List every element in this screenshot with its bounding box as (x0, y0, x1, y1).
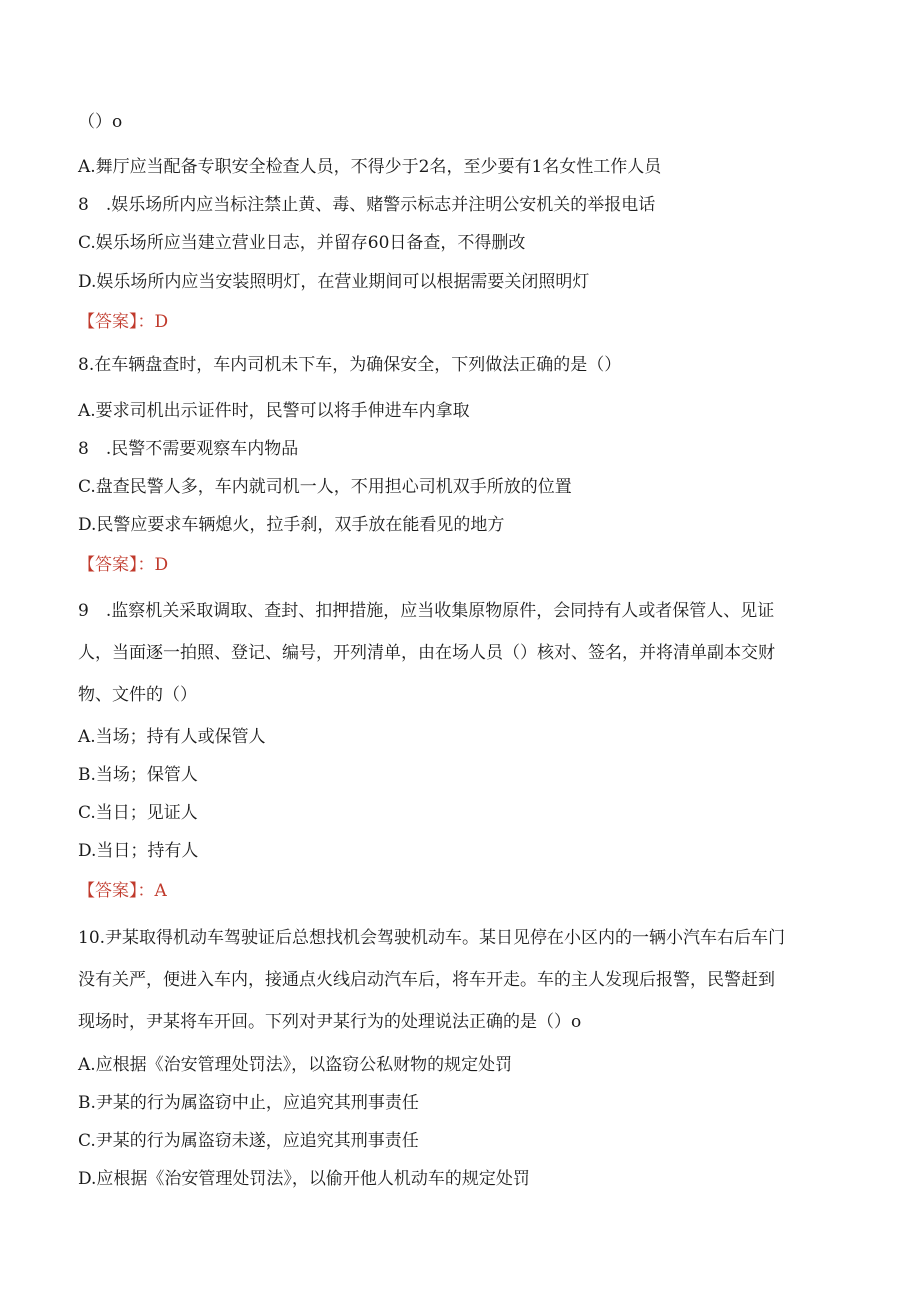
option-line: A.应根据《治安管理处罚法》，以盗窃公私财物的规定处罚 (78, 1055, 513, 1075)
question-stem-line: 现场时，尹某将车开回。下列对尹某行为的处理说法正确的是（）o (78, 1012, 582, 1032)
answer-line: 【答案】：D (78, 555, 169, 575)
question-stem-line: 没有关严，便进入车内，接通点火线启动汽车后，将车开走。车的主人发现后报警，民警赶到 (78, 970, 775, 990)
option-line: C.娱乐场所应当建立营业日志，并留存60日备查，不得删改 (78, 233, 526, 253)
question-stem-line: （）o (78, 112, 123, 132)
answer-line: 【答案】：A (78, 881, 167, 901)
option-line: D.民警应要求车辆熄火，拉手刹，双手放在能看见的地方 (78, 515, 505, 535)
option-line: D.娱乐场所内应当安装照明灯，在营业期间可以根据需要关闭照明灯 (78, 272, 590, 292)
option-line: C.尹某的行为属盗窃未遂，应追究其刑事责任 (78, 1131, 419, 1151)
option-line: 8 .娱乐场所内应当标注禁止黄、毒、赌警示标志并注明公安机关的举报电话 (78, 195, 656, 215)
question-stem-line: 人，当面逐一拍照、登记、编号，开列清单，由在场人员（）核对、签名，并将清单副本交财 (78, 643, 775, 663)
answer-line: 【答案】：D (78, 312, 169, 332)
question-stem-line: 10.尹某取得机动车驾驶证后总想找机会驾驶机动车。某日见停在小区内的一辆小汽车右后车门 (78, 928, 786, 948)
option-line: A.舞厅应当配备专职安全检查人员，不得少于2名，至少要有1名女性工作人员 (78, 157, 662, 177)
option-line: B.尹某的行为属盗窃中止，应追究其刑事责任 (78, 1093, 419, 1113)
option-line: B.当场；保管人 (78, 765, 198, 785)
option-line: C.当日；见证人 (78, 803, 198, 823)
option-line: A.当场；持有人或保管人 (78, 727, 266, 747)
question-stem-line: 9 .监察机关采取调取、查封、扣押措施，应当收集原物原件，会同持有人或者保管人、见证 (78, 601, 775, 621)
option-line: A.要求司机出示证件时，民警可以将手伸进车内拿取 (78, 401, 470, 421)
question-stem-line: 8.在车辆盘查时，车内司机未下车，为确保安全，下列做法正确的是（） (78, 355, 622, 375)
option-line: D.应根据《治安管理处罚法》，以偷开他人机动车的规定处罚 (78, 1169, 530, 1189)
option-line: 8 .民警不需要观察车内物品 (78, 439, 299, 459)
option-line: C.盘查民警人多，车内就司机一人，不用担心司机双手所放的位置 (78, 477, 572, 497)
option-line: D.当日；持有人 (78, 841, 199, 861)
question-stem-line: 物、文件的（） (78, 685, 197, 705)
